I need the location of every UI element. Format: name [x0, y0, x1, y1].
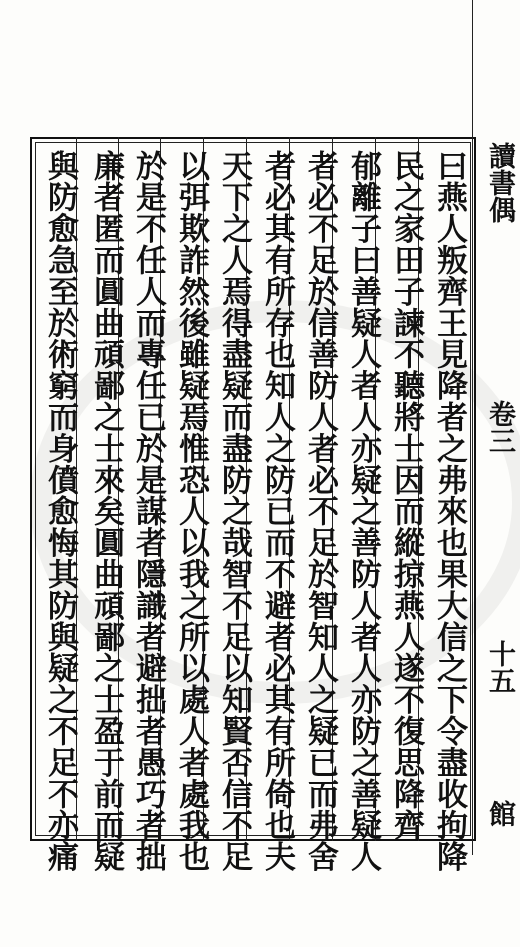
volume-label: 卷三 — [484, 400, 515, 454]
book-title: 讀書偶 — [484, 142, 515, 223]
text-column-5: 者必其有所存也知人之防已而不避者必其有所倚也夫 — [259, 150, 295, 873]
text-column-2: 民之家田子諫不聽將士因而縱掠燕人遂不復思降齊 — [388, 150, 424, 841]
text-column-9: 廉者匿而圓曲頑鄙之士來矣圓曲頑鄙之士盈于前而疑 — [88, 150, 124, 873]
text-column-3: 郁離子曰善疑人者人亦疑之善防人者人亦防之善疑人 — [345, 150, 381, 873]
text-column-10: 與防愈急至於術窮而身僨愈悔其防與疑之不足不亦痛 — [42, 150, 78, 873]
text-column-1: 曰燕人叛齊王見降者之弗來也果大信之下令盡收拘降 — [431, 150, 467, 873]
page-number: 十五 — [484, 640, 515, 694]
text-column-4: 者必不足於信善防人者必不足於智知人之疑已而弗舍 — [302, 150, 338, 873]
text-column-8: 於是不任人而專任已於是謀者隱識者避拙者愚巧者拙 — [130, 150, 166, 873]
publisher-mark: 館 — [484, 800, 515, 827]
text-column-6: 天下之人焉得盡疑而盡防之哉智不足以知賢否信不足 — [216, 150, 252, 873]
text-column-7: 以弭欺詐然後雖疑焉惟恐人以我之所以處人者處我也 — [173, 150, 209, 873]
